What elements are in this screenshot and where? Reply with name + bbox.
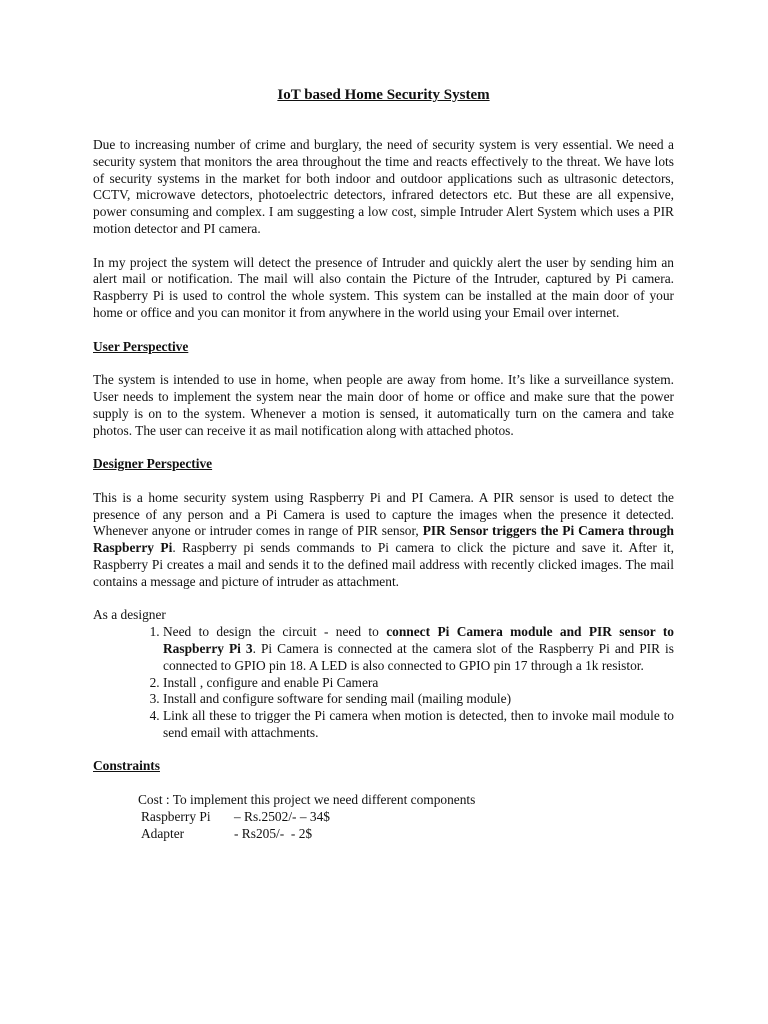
designer-body-bold: PIR Sensor triggers the Pi Camera through Raspberry Pi xyxy=(93,523,674,556)
intro-paragraph-1: Due to increasing number of crime and burglary, the need of security system is very essential. We need a security system that monitors the area throughout the time and reacts effectively to the threat. We have lots of security systems in the market for both indoor and outdoor applications such as ultrasonic detectors, CCTV, microwave detectors, photoelectric detectors, infrared detectors etc. But these are all expensive, power consuming and complex. I am suggesting a low cost, simple Intruder Alert System which uses a PIR motion detector and PI camera. xyxy=(93,137,674,236)
step-1-bold: connect Pi Camera module and PIR sensor to Raspberry Pi 3 xyxy=(163,624,674,656)
designer-body-end: . Raspberry pi sends commands to Pi camera to click the picture and save it. After it, Raspberry Pi creates a mail and sends it to the defined mail address with recently clicked images. The mail contains a message and picture of intruder as attachment. xyxy=(93,540,675,589)
cost-item xyxy=(141,826,674,843)
constraints-heading: Constraints xyxy=(93,758,160,774)
cost-item-name: Adapter xyxy=(141,825,185,841)
designer-body-start: This is a home security system using Raspberry Pi and PI Camera. A PIR sensor is used to detect the presence of any person and a Pi Camera is used to capture the images when the presence it detected. Whenever anyone or intruder comes in range of PIR sensor, xyxy=(93,489,674,539)
document-title: IoT based Home Security System xyxy=(277,87,490,103)
user-perspective-body: The system is intended to use in home, when people are away from home. It’s like a surveillance system. User needs to implement the system near the main door of home or office and make sure that the power supply is on to the system. Whenever a motion is sensed, it automatically turn on the camera and take photos. The user can receive it as mail notification along with attached photos. xyxy=(93,372,674,438)
cost-intro: Cost : To implement this project we need different components xyxy=(138,792,476,808)
cost-item xyxy=(141,809,674,826)
designer-steps-list xyxy=(93,624,674,742)
designer-perspective-heading: Designer Perspective xyxy=(93,456,213,472)
as-designer-label: As a designer xyxy=(93,607,166,623)
designer-step: 3. Install and configure software for sending mail (mailing module) xyxy=(163,691,674,708)
cost-item-price: – Rs.2502/- – 34$ xyxy=(234,808,330,824)
designer-perspective-body xyxy=(93,490,674,591)
intro-paragraph-2: In my project the system will detect the presence of Intruder and quickly alert the user by sending him an alert mail or notification. The mail will also contain the Picture of the Intruder, captured by Pi camera. Raspberry Pi is used to control the whole system. This system can be installed at the main door of your home or office and you can monitor it from anywhere in the world using your Email over internet. xyxy=(93,254,674,320)
cost-item-price: - Rs205/- - 2$ xyxy=(234,825,313,841)
step-1-post: . Pi Camera is connected at the camera slot of the Raspberry Pi and PIR is connected to GPIO pin 18. A LED is also connected to GPIO pin 17 through a 1k resistor. xyxy=(163,640,674,673)
step-1-pre: Need to design the circuit - need to xyxy=(163,624,387,640)
designer-step: 2. Install , configure and enable Pi Camera xyxy=(163,675,674,692)
user-perspective-heading: User Perspective xyxy=(93,338,189,354)
designer-step xyxy=(163,624,674,674)
cost-item-name: Raspberry Pi xyxy=(141,808,211,824)
designer-step: 4. Link all these to trigger the Pi camera when motion is detected, then to invoke mail module to send email with attachments. xyxy=(163,708,674,742)
document-page xyxy=(93,86,674,842)
